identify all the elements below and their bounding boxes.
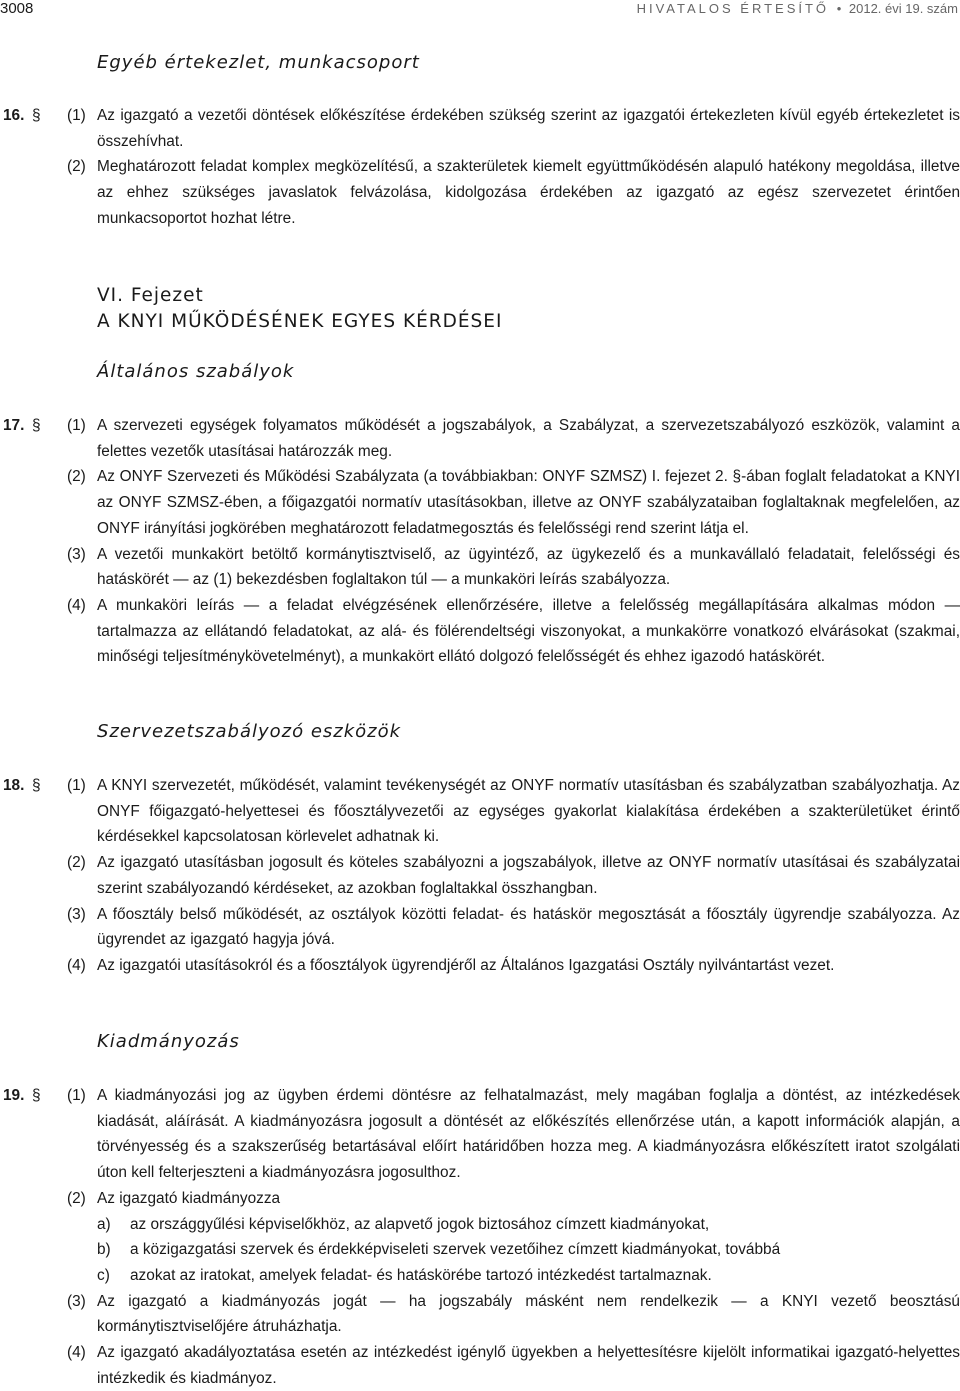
item-number: (3) xyxy=(67,905,86,923)
section-18 xyxy=(0,773,960,979)
page-number: 3008 xyxy=(0,0,34,17)
item-number: (1) xyxy=(67,107,86,124)
item-number: (3) xyxy=(67,1292,86,1310)
sub-item-text: azokat az iratokat, amelyek feladat- és hatáskörébe tartozó intézkedést tartalmaznak. xyxy=(130,1266,712,1284)
item-text: A szervezeti egységek folyamatos működését a jogszabályok, a Szabályzat, a szervezetszabályozó eszközök, valamint a felettes vezetők utasításai határozzák meg. xyxy=(97,417,960,460)
item-text: Az igazgatói utasításokról és a főosztályok ügyrendjéről az Általános Igazgatási Osztály nyilvántartást vezet. xyxy=(97,956,835,974)
sub-item xyxy=(97,1237,960,1263)
paragraph-item xyxy=(0,103,960,154)
item-text: A kiadmányozási jog az ügyben érdemi döntésre az felhatalmazást, mely magában foglalja a döntést, az intézkedések kiadását, aláírását. A kiadmányozásra jogosult a döntését az előkészítés ellenőrzése után, a kapott információk alapján, a törvényesség és a szakszerűség betartásával előírt határidőben hozza meg. A kiadmányozásra előkészített iratot szolgálati úton kell felterjeszteni a kiadmányozásra jogosulthoz. xyxy=(97,1087,960,1182)
item-text: Az igazgató utasításban jogosult és köteles szabályozni a jogszabályok, illetve az ONYF normatív utasításai és szabályzatai szerint szabályozandó kérdéseket, az azokban foglaltakkal összhangban. xyxy=(97,854,960,897)
section-heading-altalanos: Általános szabályok xyxy=(97,361,295,382)
journal-title: HIVATALOS ÉRTESÍTŐ xyxy=(636,1,830,16)
section-heading-egyeb: Egyéb értekezlet, munkacsoport xyxy=(97,52,420,73)
section-sign: § xyxy=(32,107,41,124)
paragraph-item xyxy=(0,1186,960,1212)
header-bullet: • xyxy=(836,1,842,16)
paragraph-item xyxy=(0,953,960,979)
item-number: (2) xyxy=(67,158,86,176)
section-sign: § xyxy=(32,417,41,434)
item-number: (2) xyxy=(67,854,86,872)
paragraph-item xyxy=(0,1289,960,1340)
paragraph-item xyxy=(0,413,960,464)
paragraph-item xyxy=(0,1340,960,1391)
section-number: 19. xyxy=(3,1087,25,1104)
paragraph-item xyxy=(0,850,960,901)
item-text: Az ONYF Szervezeti és Működési Szabályzata (a továbbiakban: ONYF SZMSZ) I. fejezet 2. §-ában foglalt feladatokat a KNYI az ONYF SZMSZ-ében, a főigazgatói normatív utasításokban, illetve az ONYF szabályzataiban foglaltaknak megfelelően, az ONYF irányítási jogkörében meghatározott feladatmegosztás és felelősségi rend szerint látja el. xyxy=(97,468,960,537)
paragraph-item xyxy=(0,464,960,541)
sub-item-label: a) xyxy=(97,1215,111,1233)
paragraph-item xyxy=(0,593,960,670)
paragraph-item xyxy=(0,154,960,231)
item-text: Az igazgató a vezetői döntések előkészítése érdekében szükség szerint az igazgatói értekezleten kívül egyéb értekezletet is összehívhat. xyxy=(97,107,960,150)
sub-item-text: a közigazgatási szervek és érdekképviseleti szervek vezetőihez címzett kiadmányokat, továbbá xyxy=(130,1241,781,1259)
section-sign: § xyxy=(32,1087,41,1104)
paragraph-item xyxy=(0,902,960,953)
item-text: Az igazgató a kiadmányozás jogát — ha jogszabály másként nem rendelkezik — a KNYI vezető beosztású kormánytisztviselőjére átruházhatja. xyxy=(97,1292,960,1336)
section-sign: § xyxy=(32,777,41,794)
section-heading-szervezetszabalyozo: Szervezetszabályozó eszközök xyxy=(97,721,402,742)
section-number: 17. xyxy=(3,417,25,434)
section-number: 18. xyxy=(3,777,25,794)
sub-item-text: az országgyűlési képviselőkhöz, az alapvető jogok biztosához címzett kiadmányokat, xyxy=(130,1215,710,1233)
item-number: (1) xyxy=(67,417,86,434)
sub-item xyxy=(97,1212,960,1238)
section-heading-kiadmanyozas: Kiadmányozás xyxy=(97,1031,240,1052)
item-text: Az igazgató kiadmányozza xyxy=(97,1189,281,1207)
item-number: (1) xyxy=(67,1087,86,1104)
item-number: (3) xyxy=(67,545,86,563)
item-number: (4) xyxy=(67,596,86,614)
section-number: 16. xyxy=(3,107,25,124)
item-text: A munkaköri leírás — a feladat elvégzésének ellenőrzésére, illetve a felelősség megállapítására alkalmas módon — tartalmazza az ellátandó feladatokat, az alá- és fölérendeltségi viszonyokat, a munkakörre vonatkozó elvárásokat (szakmai, minőségi teljesítménykövetelményt), a munkakört ellátó dolgozó felelősségét és ehhez igazodó hatáskörét. xyxy=(97,596,960,666)
journal-info xyxy=(637,1,958,16)
paragraph-item xyxy=(0,773,960,850)
sub-item-label: c) xyxy=(97,1266,110,1284)
item-text: Meghatározott feladat komplex megközelítésű, a szakterületek kiemelt együttműködésén alapuló hatékony megoldása, illetve az ehhez szükséges javaslatok felvázolása, kidolgozása érdekében az igazgató az egész szervezetet érintően munkacsoportot hozhat létre. xyxy=(97,158,960,227)
item-number: (2) xyxy=(67,468,86,486)
item-number: (4) xyxy=(67,1344,86,1362)
section-16 xyxy=(0,103,960,232)
page-header xyxy=(0,0,960,26)
item-number: (1) xyxy=(67,777,86,794)
section-17 xyxy=(0,413,960,670)
item-text: A vezetői munkakört betöltő kormánytisztviselő, az ügyintéző, az ügykezelő és a munkavállaló feladatait, felelősségi és hatáskörét — az (1) bekezdésben foglaltakon túl — a munkaköri leírás szabályozza. xyxy=(97,545,960,589)
sub-item xyxy=(97,1263,960,1289)
issue-number: 2012. évi 19. szám xyxy=(848,1,958,16)
section-19 xyxy=(0,1083,960,1391)
item-text: Az igazgató akadályoztatása esetén az intézkedést igénylő ügyekben a helyettesítésre kijelölt informatikai igazgató-helyettes intézkedik és kiadmányoz. xyxy=(97,1344,960,1387)
paragraph-item xyxy=(0,1083,960,1186)
chapter-title: A KNYI MŰKÖDÉSÉNEK EGYES KÉRDÉSEI xyxy=(97,311,503,332)
paragraph-item xyxy=(0,542,960,593)
item-text: A KNYI szervezetét, működését, valamint tevékenységét az ONYF normatív utasításban és szabályzatban szabályozhatja. Az ONYF főigazgató-helyettesei és főosztályvezetői az egységes gyakorlat kialakítása érdekében a szakterületüket érintő kérdésekkel kapcsolatosan körlevelet adhatnak ki. xyxy=(97,777,960,846)
item-text: A főosztály belső működését, az osztályok közötti feladat- és hatáskör megosztását a főosztály ügyrendje szabályozza. Az ügyrendet az igazgató hagyja jóvá. xyxy=(97,905,960,949)
item-number: (4) xyxy=(67,956,86,974)
item-number: (2) xyxy=(67,1189,86,1207)
sub-item-label: b) xyxy=(97,1241,111,1259)
chapter-number: VI. Fejezet xyxy=(97,285,204,306)
